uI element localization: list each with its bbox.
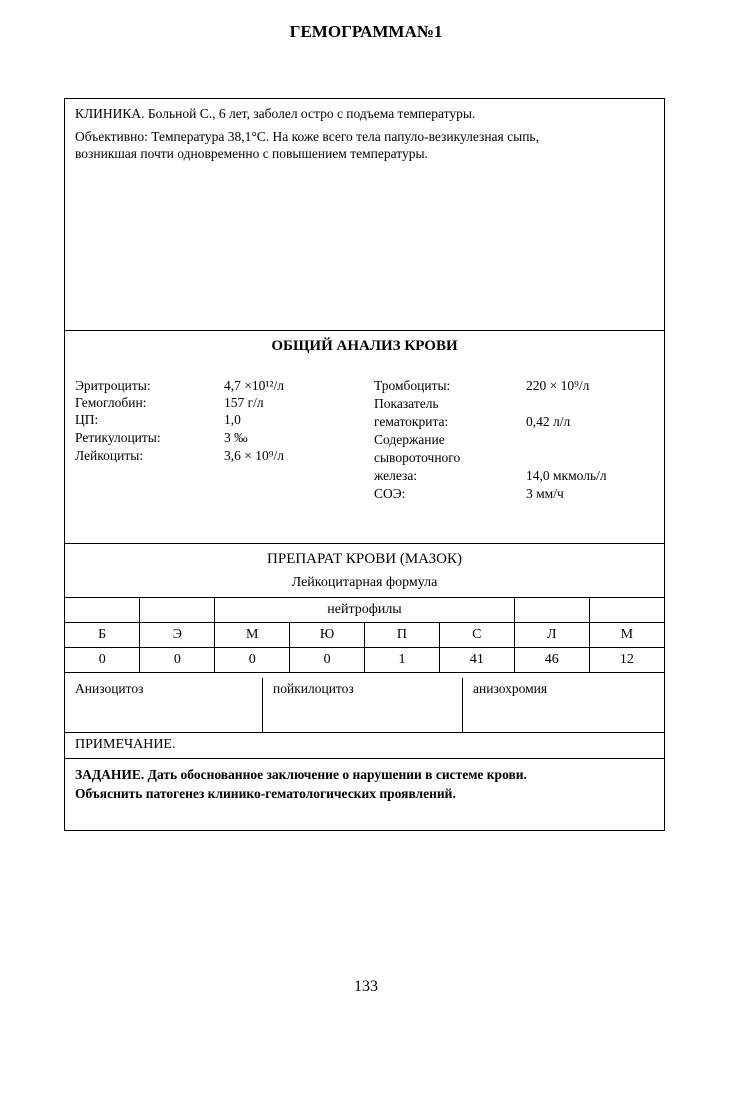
reticulocytes-value: 3 ‰ bbox=[224, 430, 248, 445]
leukocyte-formula-table bbox=[65, 597, 664, 673]
leukocytes-value: 3,6 × 10⁹/л bbox=[224, 448, 284, 463]
page-title: ГЕМОГРАММА№1 bbox=[289, 22, 443, 41]
blood-analysis-title: ОБЩИЙ АНАЛИЗ КРОВИ bbox=[271, 338, 458, 354]
color-index-label: ЦП: bbox=[75, 412, 99, 427]
iron-label-2: сывороточного bbox=[374, 450, 461, 465]
smear-title: ПРЕПАРАТ КРОВИ (МАЗОК) bbox=[267, 551, 462, 567]
color-index-value: 1,0 bbox=[224, 412, 241, 427]
esr-label: СОЭ: bbox=[374, 486, 406, 501]
task-section bbox=[65, 759, 664, 829]
poikilocytosis-cell: пойкилоцитоз bbox=[263, 678, 463, 732]
rbc-label: Эритроциты: bbox=[75, 378, 151, 393]
smear-section bbox=[65, 544, 664, 833]
value-basophils: 0 bbox=[65, 648, 140, 673]
value-metamyelocytes: 0 bbox=[290, 648, 365, 673]
table-row bbox=[65, 598, 664, 623]
value-band: 1 bbox=[365, 648, 440, 673]
leukocyte-formula-title: Лейкоцитарная формула bbox=[291, 575, 438, 590]
task-line-1: ЗАДАНИЕ. Дать обоснованное заключение о нарушении в системе крови. bbox=[75, 767, 527, 782]
iron-value: 14,0 мкмоль/л bbox=[526, 468, 607, 483]
header-monocytes: М bbox=[589, 623, 664, 648]
rbc-value: 4,7 ×10¹²/л bbox=[224, 378, 284, 393]
table-cell bbox=[140, 598, 215, 623]
reticulocytes-label: Ретикулоциты: bbox=[75, 430, 161, 445]
anisocytosis-cell: Анизоцитоз bbox=[65, 678, 263, 732]
page-number: 133 bbox=[354, 978, 378, 995]
hematocrit-value: 0,42 л/л bbox=[526, 414, 571, 429]
value-segmented: 41 bbox=[439, 648, 514, 673]
header-myelocytes: М bbox=[215, 623, 290, 648]
table-cell bbox=[514, 598, 589, 623]
value-myelocytes: 0 bbox=[215, 648, 290, 673]
header-lymphocytes: Л bbox=[514, 623, 589, 648]
neutrophils-header: нейтрофилы bbox=[215, 598, 515, 623]
value-lymphocytes: 46 bbox=[514, 648, 589, 673]
header-band: П bbox=[365, 623, 440, 648]
table-cell bbox=[65, 598, 140, 623]
blood-analysis-section bbox=[65, 331, 664, 544]
platelets-label: Тромбоциты: bbox=[374, 378, 451, 393]
erythrocyte-morphology-row bbox=[65, 678, 664, 733]
esr-value: 3 мм/ч bbox=[526, 486, 564, 501]
table-row bbox=[65, 648, 664, 673]
leukocytes-label: Лейкоциты: bbox=[75, 448, 144, 463]
value-eosinophils: 0 bbox=[140, 648, 215, 673]
clinic-section bbox=[65, 99, 664, 331]
value-monocytes: 12 bbox=[589, 648, 664, 673]
platelets-value: 220 × 10⁹/л bbox=[526, 378, 590, 393]
header-eosinophils: Э bbox=[140, 623, 215, 648]
hemoglobin-value: 157 г/л bbox=[224, 395, 264, 410]
note-row: ПРИМЕЧАНИЕ. bbox=[65, 733, 664, 759]
header-metamyelocytes: Ю bbox=[290, 623, 365, 648]
iron-label-1: Содержание bbox=[374, 432, 445, 447]
clinic-line-2: Объективно: Температура 38,1°С. На коже всего тела папуло-везикулезная сыпь, bbox=[75, 129, 539, 144]
task-line-2: Объяснить патогенез клинико-гематологических проявлений. bbox=[75, 786, 456, 801]
clinic-line-1: КЛИНИКА. Больной С., 6 лет, заболел остро с подъема температуры. bbox=[75, 106, 476, 121]
header-basophils: Б bbox=[65, 623, 140, 648]
table-row bbox=[65, 623, 664, 648]
table-cell bbox=[589, 598, 664, 623]
header-segmented: С bbox=[439, 623, 514, 648]
iron-label-3: железа: bbox=[374, 468, 418, 483]
hemoglobin-label: Гемоглобин: bbox=[75, 395, 147, 410]
hematocrit-label-1: Показатель bbox=[374, 396, 439, 411]
clinic-line-3: возникшая почти одновременно с повышением температуры. bbox=[75, 146, 428, 161]
hematocrit-label-2: гематокрита: bbox=[374, 414, 449, 429]
hemogram-form bbox=[64, 98, 665, 831]
anisochromia-cell: анизохромия bbox=[473, 681, 548, 696]
